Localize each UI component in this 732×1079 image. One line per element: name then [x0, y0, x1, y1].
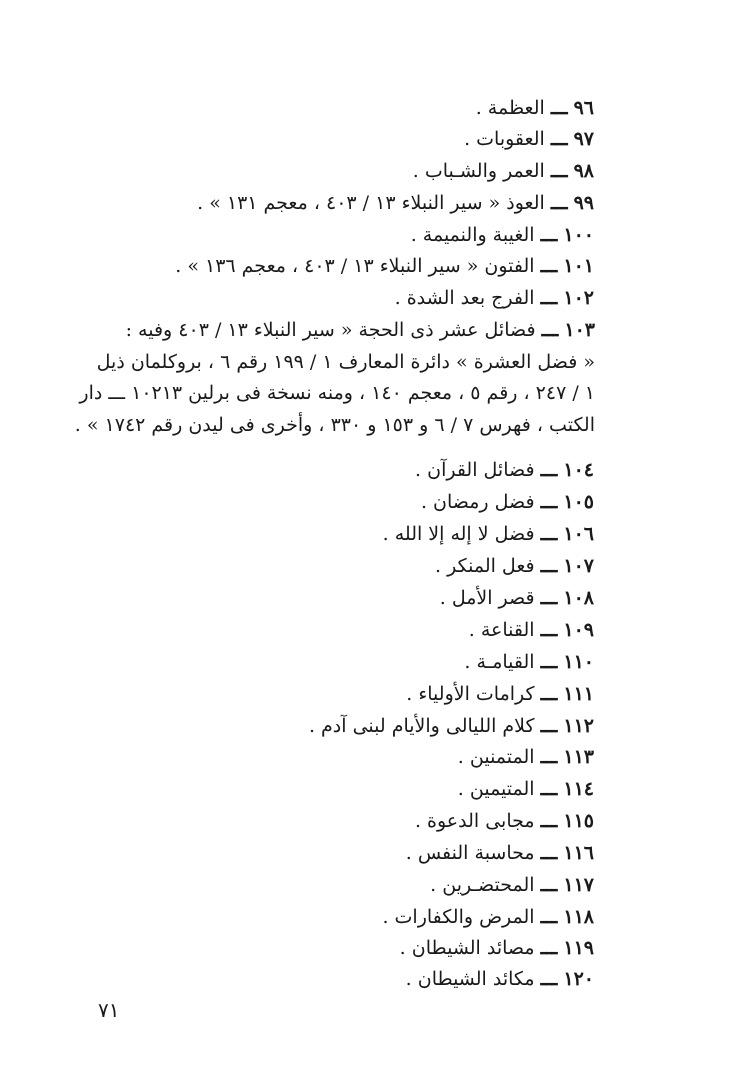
- entry-title: الفتون « سير النبلاء ١٣ / ٤٠٣ ، معجم ١٣٦ » .: [175, 255, 535, 277]
- list-item: [458, 774, 594, 804]
- entry-number: ٩٧: [573, 128, 594, 150]
- entry-title: الغيبة والنميمة .: [410, 224, 535, 246]
- list-item: [406, 679, 594, 709]
- paragraph-line: « فضل العشرة » دائرة المعارف ١ / ١٩٩ رقم ٦ ، بروكلمان ذيل: [96, 350, 595, 373]
- list-item: [383, 519, 594, 549]
- entry-title: كرامات الأولياء .: [406, 683, 535, 705]
- entry-title: محاسبة النفس .: [405, 842, 535, 864]
- entry-title: القناعة .: [468, 619, 535, 641]
- entry-103-paragraph: [74, 315, 595, 441]
- entry-number: ١٠٨: [563, 587, 594, 609]
- list-item: [400, 933, 594, 963]
- entry-number: ١١٢: [563, 715, 594, 737]
- entry-number: ١٠٠: [563, 224, 594, 246]
- list-item: [382, 902, 594, 932]
- list-item: [458, 742, 594, 772]
- entry-title: المتيمين .: [457, 778, 535, 800]
- paragraph-text: فضائل عشر ذى الحجة « سير النبلاء ١٣ / ٤٠٣ وفيه :: [125, 319, 536, 341]
- list-item: [476, 93, 594, 123]
- list-item: [440, 583, 594, 613]
- list-item: [415, 455, 594, 485]
- entry-dash: ـــ: [550, 160, 568, 182]
- list-item: [469, 615, 594, 645]
- entry-number: ١٠١: [563, 255, 594, 277]
- entry-dash: ـــ: [541, 319, 559, 341]
- list-item: [406, 838, 594, 868]
- entry-dash: ـــ: [540, 555, 558, 577]
- entry-title: العمر والشـباب .: [412, 160, 545, 182]
- entry-title: مجابى الدعوة .: [414, 810, 535, 832]
- entry-dash: ـــ: [540, 746, 558, 768]
- entry-dash: ـــ: [540, 587, 558, 609]
- entry-dash: ـــ: [540, 874, 558, 896]
- paragraph-line: [100, 315, 595, 347]
- list-item: [411, 220, 594, 250]
- entry-number: ١٢٠: [563, 968, 594, 990]
- entry-dash: ـــ: [540, 968, 558, 990]
- entry-title: العقوبات .: [464, 128, 545, 150]
- entry-title: مصائد الشيطان .: [399, 937, 535, 959]
- entry-dash: ـــ: [550, 97, 568, 119]
- entry-dash: ـــ: [540, 810, 558, 832]
- entry-number: ١١٥: [563, 810, 594, 832]
- list-item: [309, 711, 594, 741]
- entry-dash: ـــ: [540, 842, 558, 864]
- list-item: [435, 551, 594, 581]
- entry-title: القيامـة .: [464, 651, 535, 673]
- list-item: [175, 251, 594, 281]
- entry-number: ١٠٥: [563, 491, 594, 513]
- entry-title: مكائد الشيطان .: [405, 968, 535, 990]
- entry-number: ١٠٢: [563, 287, 594, 309]
- entry-title: فضل لا إله إلا الله .: [382, 523, 535, 545]
- entry-number: ١١٤: [563, 778, 594, 800]
- entry-number: ٩٦: [573, 97, 594, 119]
- list-item: [415, 806, 594, 836]
- entry-title: المحتضـرين .: [430, 874, 535, 896]
- entry-number: ١١٠: [563, 651, 594, 673]
- entry-dash: ـــ: [540, 287, 558, 309]
- entry-number: ١١١: [563, 683, 594, 705]
- entry-number: ١١٣: [563, 746, 594, 768]
- list-item: [197, 188, 594, 218]
- entry-number: ٩٨: [573, 160, 594, 182]
- entry-number: ١٠٧: [563, 555, 594, 577]
- entry-dash: ـــ: [540, 255, 558, 277]
- entry-number: ٩٩: [573, 192, 594, 214]
- entry-dash: ـــ: [550, 128, 568, 150]
- list-item: [464, 124, 594, 154]
- paragraph-line: ١ / ٢٤٧ ، رقم ٥ ، معجم ١٤٠ ، ومنه نسخة فى برلين ١٠٢١٣ ـــ دار: [79, 382, 595, 404]
- entry-number: ١١٦: [563, 842, 594, 864]
- entry-title: المرض والكفارات .: [382, 906, 535, 928]
- entry-title: الفرج بعد الشدة .: [394, 287, 535, 309]
- entry-number: ١٠٤: [563, 459, 594, 481]
- entry-dash: ـــ: [540, 224, 558, 246]
- list-item: [421, 487, 594, 517]
- entry-number: ١١٩: [563, 937, 594, 959]
- entry-number: ١٠٦: [563, 523, 594, 545]
- entry-title: العظمة .: [475, 97, 545, 119]
- entry-dash: ـــ: [540, 906, 558, 928]
- entry-dash: ـــ: [540, 651, 558, 673]
- entry-dash: ـــ: [540, 523, 558, 545]
- entry-dash: ـــ: [550, 192, 568, 214]
- entry-dash: ـــ: [540, 937, 558, 959]
- entry-dash: ـــ: [540, 459, 558, 481]
- entry-title: فعل المنكر .: [435, 555, 535, 577]
- entry-number: ١١٧: [563, 874, 594, 896]
- paragraph-line: الكتب ، فهرس ٧ / ٦ و ١٥٣ و ٣٣٠ ، وأخرى فى ليدن رقم ١٧٤٢ » .: [74, 413, 595, 436]
- entry-title: كلام الليالى والأيام لبنى آدم .: [308, 715, 535, 737]
- entry-number: ١٠٣: [564, 319, 595, 341]
- list-item: [464, 647, 594, 677]
- list-item: [406, 964, 594, 994]
- list-item: [395, 283, 594, 313]
- entry-dash: ـــ: [540, 619, 558, 641]
- entry-title: قصر الأمل .: [439, 587, 535, 609]
- entry-number: ١٠٩: [563, 619, 594, 641]
- entry-title: العوذ « سير النبلاء ١٣ / ٤٠٣ ، معجم ١٣١ » .: [197, 192, 545, 214]
- entry-dash: ـــ: [540, 491, 558, 513]
- page-number: ٧١: [98, 998, 120, 1022]
- list-item: [413, 156, 594, 186]
- entry-dash: ـــ: [540, 778, 558, 800]
- entry-dash: ـــ: [540, 715, 558, 737]
- entry-title: فضل رمضان .: [420, 491, 535, 513]
- entry-dash: ـــ: [540, 683, 558, 705]
- entry-title: فضائل القرآن .: [415, 459, 535, 481]
- entry-title: المتمنين .: [457, 746, 535, 768]
- list-item: [430, 870, 594, 900]
- entry-number: ١١٨: [563, 906, 594, 928]
